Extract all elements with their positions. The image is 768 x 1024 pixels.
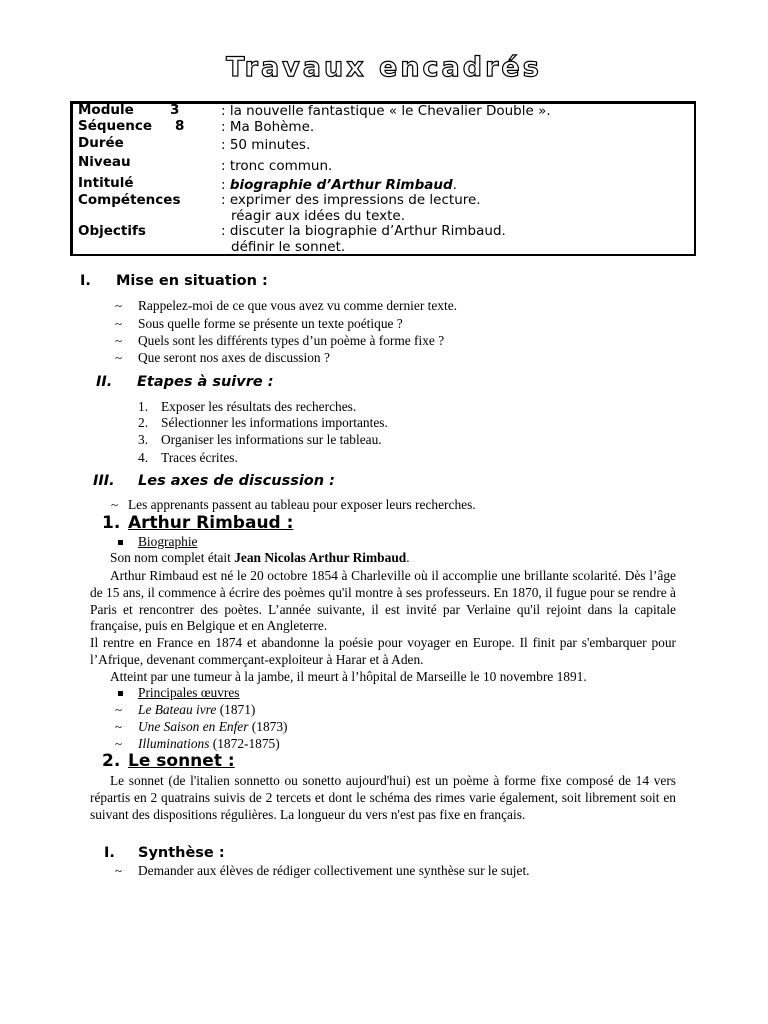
- work-title: Illuminations: [138, 736, 210, 751]
- sonnet-paragraph: Le sonnet (de l'italien sonnetto ou sonetto aujourd'hui) est un poème à forme fixe composé de 14 vers répartis en 2 quatrains suivis de 2 tercets et dont le schéma des rimes varie également, soit librement soit en suivant des dispositions régulières. La longueur du vers n'est pas fixe en français.: [90, 773, 676, 822]
- niveau-label: Niveau: [78, 154, 131, 170]
- bio-intro-suffix: .: [406, 550, 410, 565]
- list-item: Que seront nos axes de discussion ?: [138, 350, 330, 365]
- work-title: Une Saison en Enfer: [138, 719, 249, 734]
- sub1-title: Arthur Rimbaud :: [128, 513, 294, 533]
- synthese-item: Demander aux élèves de rédiger collectivement une synthèse sur le sujet.: [138, 863, 530, 878]
- sub1-number: 1.: [102, 513, 121, 533]
- list-item: Sélectionner les informations importantes.: [161, 415, 388, 430]
- section3-intro: Les apprenants passent au tableau pour exposer leurs recherches.: [128, 497, 476, 512]
- works-label: Principales œuvres: [138, 685, 240, 700]
- step-number: 4.: [138, 450, 149, 465]
- tilde-bullet: ~: [115, 863, 123, 878]
- competences-label: Compétences: [78, 192, 181, 208]
- section3-title: Les axes de discussion :: [138, 473, 335, 489]
- intitule-label: Intitulé: [78, 175, 134, 191]
- bio-intro-name: Jean Nicolas Arthur Rimbaud: [234, 550, 407, 565]
- bio-intro: [110, 550, 410, 566]
- step-number: 1.: [138, 399, 149, 414]
- work-title: Le Bateau ivre: [138, 702, 217, 717]
- niveau-value: : tronc commun.: [221, 158, 333, 174]
- sequence-value: : Ma Bohème.: [221, 119, 315, 135]
- bio-paragraph-2: Il rentre en France en 1874 et abandonne la poésie pour voyager en Europe. Il finit par s'embarquer pour l’Afrique, devenant commerçant-exploiteur à Harar et à Aden.: [90, 635, 676, 667]
- module-label: Module: [78, 102, 134, 118]
- list-item: Quels sont les différents types d’un poème à forme fixe ?: [138, 333, 445, 348]
- tilde-bullet: ~: [115, 298, 123, 313]
- sub2-number: 2.: [102, 751, 121, 771]
- intitule-prefix: :: [221, 177, 230, 193]
- step-number: 3.: [138, 432, 149, 447]
- list-item: Exposer les résultats des recherches.: [161, 399, 357, 414]
- tilde-bullet: ~: [115, 316, 123, 331]
- bio-text: [90, 568, 676, 686]
- step-number: 2.: [138, 415, 149, 430]
- objectifs-value-1: : discuter la biographie d’Arthur Rimbaud.: [221, 223, 506, 239]
- list-item: Organiser les informations sur le tableau.: [161, 432, 382, 447]
- square-bullet-icon: [118, 540, 123, 545]
- intitule-value: biographie d’Arthur Rimbaud: [229, 177, 453, 193]
- bio-intro-prefix: Son nom complet était: [110, 550, 235, 565]
- duree-value: : 50 minutes.: [221, 137, 311, 153]
- tilde-bullet: ~: [115, 350, 123, 365]
- objectifs-value-2: définir le sonnet.: [231, 239, 346, 255]
- sequence-number: 8: [175, 118, 185, 134]
- sub2-title: Le sonnet :: [128, 751, 235, 771]
- tilde-bullet: ~: [111, 497, 119, 512]
- competences-value-2: réagir aux idées du texte.: [231, 208, 406, 224]
- module-value: : la nouvelle fantastique « le Chevalier Double ».: [221, 103, 551, 119]
- duree-label: Durée: [78, 135, 124, 151]
- section3-numeral: III.: [93, 473, 115, 489]
- tilde-bullet: ~: [115, 736, 123, 751]
- work-year: (1871): [216, 702, 256, 717]
- bio-paragraph-3: Atteint par une tumeur à la jambe, il meurt à l’hôpital de Marseille le 10 novembre 1891.: [110, 668, 587, 684]
- work-item: [138, 702, 255, 718]
- tilde-bullet: ~: [115, 719, 123, 734]
- objectifs-label: Objectifs: [78, 223, 146, 239]
- square-bullet-icon: [118, 691, 123, 696]
- intitule-value-line: [221, 177, 457, 193]
- section4-numeral: I.: [104, 845, 115, 861]
- intitule-suffix: .: [452, 177, 457, 193]
- section2-title: Etapes à suivre :: [137, 374, 274, 390]
- section1-title: Mise en situation :: [116, 273, 268, 289]
- section4-title: Synthèse :: [138, 845, 225, 861]
- sequence-label: Séquence: [78, 118, 153, 134]
- bio-paragraph-1: Arthur Rimbaud est né le 20 octobre 1854 à Charleville où il accomplie une brillante scolarité. Dès l’âge de 15 ans, il commence à écrire des poèmes qu'il montre à ses professeurs. En 1870, il fugue pour se rendre à Paris et rencontrer des poètes. L’année suivante, il est invité par Verlaine qu'il rejoint dans la capitale française, puis en Belgique et en Angleterre.: [90, 568, 676, 634]
- module-number: 3: [170, 102, 180, 118]
- section1-numeral: I.: [80, 273, 91, 289]
- competences-value-1: : exprimer des impressions de lecture.: [221, 192, 481, 208]
- sonnet-text: [90, 773, 676, 823]
- work-item: [138, 736, 280, 752]
- tilde-bullet: ~: [115, 702, 123, 717]
- biographie-label: Biographie: [138, 534, 198, 549]
- list-item: Sous quelle forme se présente un texte poétique ?: [138, 316, 403, 331]
- work-year: (1873): [248, 719, 288, 734]
- list-item: Rappelez-moi de ce que vous avez vu comme dernier texte.: [138, 298, 458, 313]
- work-year: (1872-1875): [209, 736, 280, 751]
- section2-numeral: II.: [96, 374, 113, 390]
- list-item: Traces écrites.: [161, 450, 238, 465]
- work-item: [138, 719, 288, 735]
- tilde-bullet: ~: [115, 333, 123, 348]
- page-title: Travaux encadrés: [226, 52, 542, 83]
